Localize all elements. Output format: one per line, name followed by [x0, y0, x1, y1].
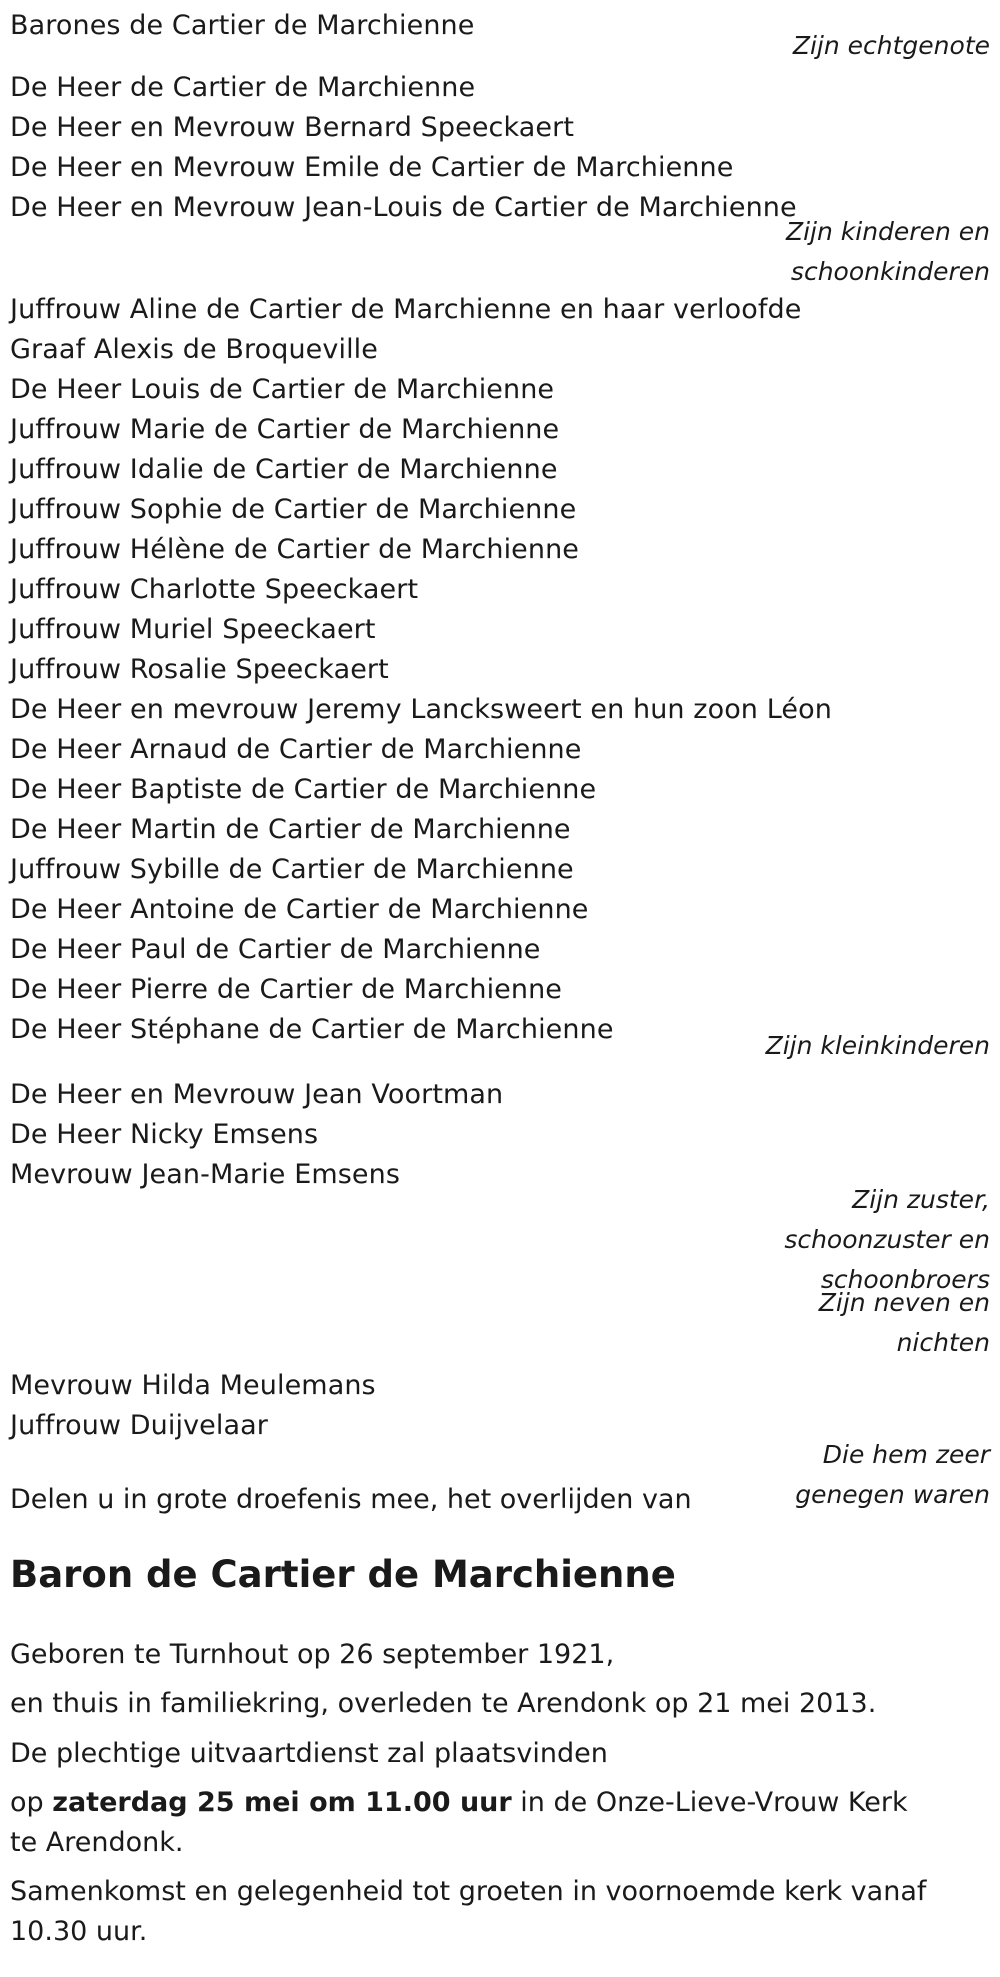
family-member: Mevrouw Hilda Meulemans [10, 1370, 376, 1401]
relation-grandchildren [750, 1026, 990, 1066]
family-member: Juffrouw Sophie de Cartier de Marchienne [10, 494, 577, 525]
family-member: Juffrouw Hélène de Cartier de Marchienne [10, 534, 580, 565]
grandchildren-names [10, 290, 832, 1050]
relation-spouse [750, 26, 990, 66]
family-member: De Heer Antoine de Cartier de Marchienne [10, 894, 589, 925]
family-member: De Heer Arnaud de Cartier de Marchienne [10, 734, 582, 765]
devoted-names [10, 1366, 800, 1446]
family-member: De Heer Pierre de Cartier de Marchienne [10, 974, 563, 1005]
relation-line: nichten [896, 1328, 990, 1357]
children-names [10, 68, 800, 228]
family-member: Barones de Cartier de Marchienne [10, 10, 475, 41]
death-text: en thuis in familiekring, overleden te Arendonk op 21 mei 2013. [10, 1688, 877, 1719]
relation-cousins [750, 1283, 990, 1363]
service-date: zaterdag 25 mei om 11.00 uur [52, 1787, 512, 1818]
service-prefix: op [10, 1787, 53, 1818]
service-intro-text: De plechtige uitvaartdienst zal plaatsvinden [10, 1738, 608, 1769]
family-member: Juffrouw Marie de Cartier de Marchienne [10, 414, 560, 445]
relation-line: genegen waren [795, 1480, 990, 1509]
announcement-text: Delen u in grote droefenis mee, het overlijden van [10, 1484, 692, 1515]
service-details [10, 1783, 940, 1863]
siblings-names [10, 1075, 800, 1195]
family-member: Juffrouw Duijvelaar [10, 1410, 268, 1441]
family-member: Juffrouw Aline de Cartier de Marchienne en haar verloofde [10, 294, 802, 325]
family-member: De Heer en Mevrouw Jean Voortman [10, 1079, 504, 1110]
family-member: Graaf Alexis de Broqueville [10, 334, 378, 365]
family-member: De Heer Martin de Cartier de Marchienne [10, 814, 571, 845]
relation-children [750, 212, 990, 292]
family-member: De Heer en Mevrouw Bernard Speeckaert [10, 112, 575, 143]
family-member: De Heer en Mevrouw Emile de Cartier de Marchienne [10, 152, 734, 183]
relation-siblings [750, 1180, 990, 1300]
family-member: De Heer Nicky Emsens [10, 1119, 319, 1150]
family-member: De Heer Louis de Cartier de Marchienne [10, 374, 555, 405]
family-member: De Heer de Cartier de Marchienne [10, 72, 476, 103]
family-member: De Heer Paul de Cartier de Marchienne [10, 934, 541, 965]
spouse-names [10, 6, 800, 46]
family-member: De Heer Stéphane de Cartier de Marchienne [10, 1014, 614, 1045]
family-member: Juffrouw Idalie de Cartier de Marchienne [10, 454, 558, 485]
relation-line: schoonbroers [820, 1265, 990, 1294]
family-member: De Heer en Mevrouw Jean-Louis de Cartier de Marchienne [10, 192, 797, 223]
family-member: Mevrouw Jean-Marie Emsens [10, 1159, 401, 1190]
relation-line: Zijn zuster, [852, 1185, 990, 1214]
relation-line: Zijn neven en [818, 1288, 990, 1317]
gathering-text: Samenkomst en gelegenheid tot groeten in voornoemde kerk vanaf 10.30 uur. [10, 1876, 927, 1947]
relation-line: Die hem zeer [822, 1440, 990, 1469]
family-member: De Heer en mevrouw Jeremy Lancksweert en hun zoon Léon [10, 694, 832, 725]
relation-line: schoonzuster en [784, 1225, 990, 1254]
family-member: Juffrouw Charlotte Speeckaert [10, 574, 419, 605]
deceased-name: Baron de Cartier de Marchienne [10, 1553, 676, 1596]
service-place: in de Onze-Lieve-Vrouw Kerk te Arendonk. [10, 1787, 908, 1858]
family-member: Juffrouw Rosalie Speeckaert [10, 654, 389, 685]
birth-text: Geboren te Turnhout op 26 september 1921, [10, 1639, 615, 1670]
family-member: Juffrouw Muriel Speeckaert [10, 614, 376, 645]
family-member: Juffrouw Sybille de Cartier de Marchienne [10, 854, 574, 885]
relation-line: Zijn kleinkinderen [765, 1031, 990, 1060]
relation-line: Zijn kinderen en [785, 217, 990, 246]
relation-line: Zijn echtgenote [792, 31, 990, 60]
relation-line: schoonkinderen [790, 257, 990, 286]
family-member: De Heer Baptiste de Cartier de Marchienne [10, 774, 597, 805]
